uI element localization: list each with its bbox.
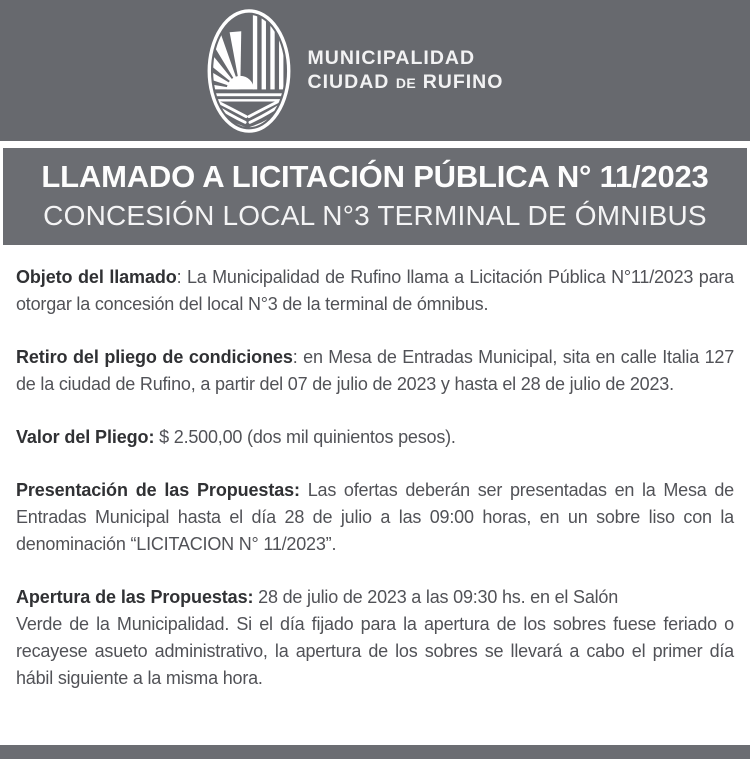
notice-body <box>0 245 750 731</box>
tender-title-band <box>3 148 747 245</box>
header-divider <box>0 141 750 148</box>
municipality-emblem-icon <box>205 8 293 134</box>
paragraph-objeto: Objeto del llamado: La Municipalidad de Rufino llama a Licitación Pública N°11/2023 para otorgar la concesión del local N°3 de la terminal de ómnibus. <box>16 267 734 314</box>
paragraph-retiro: Retiro del pliego de condiciones: en Mesa de Entradas Municipal, sita en calle Italia 127 de la ciudad de Rufino, a partir del 07 de julio de 2023 y hasta el 28 de julio de 2023. <box>16 347 735 394</box>
paragraph-retiro-label: Retiro del pliego de condiciones <box>16 347 293 367</box>
paragraph-presentacion-label: Presentación de las Propuestas: <box>16 480 300 500</box>
footer-band <box>0 745 750 759</box>
wordmark-line1: MUNICIPALIDAD <box>307 47 476 70</box>
municipality-header <box>0 0 750 141</box>
paragraph-apertura: Apertura de las Propuestas: 28 de julio de 2023 a las 09:30 hs. en el Salón Verde de la Municipalidad. Si el día fijado para la apertura de los sobres fuese feriado o recayese asueto administrativo, la apertura de los sobres se llevará a cabo el primer día hábil siguiente a la misma hora. <box>16 587 734 688</box>
paragraph-valor-label: Valor del Pliego: <box>16 427 155 447</box>
paragraph-objeto-label: Objeto del llamado <box>16 267 177 287</box>
paragraph-apertura-label: Apertura de las Propuestas: <box>16 587 254 607</box>
municipality-wordmark <box>308 47 504 94</box>
paragraph-presentacion: Presentación de las Propuestas: Las ofertas deberán ser presentadas en la Mesa de Entradas Municipal hasta el día 28 de julio a las 09:00 horas, en un sobre liso con la denominación “LICITACION N° 11/2023”. <box>16 480 734 554</box>
tender-title: LLAMADO A LICITACIÓN PÚBLICA N° 11/2023 <box>41 159 709 194</box>
paragraph-valor: Valor del Pliego: $ 2.500,00 (dos mil quinientos pesos). <box>16 427 456 447</box>
tender-subtitle: CONCESIÓN LOCAL N°3 TERMINAL DE ÓMNIBUS <box>43 200 707 232</box>
wordmark-line2: CIUDAD DE RUFINO <box>307 70 504 93</box>
wordmark-de: DE <box>395 74 417 91</box>
